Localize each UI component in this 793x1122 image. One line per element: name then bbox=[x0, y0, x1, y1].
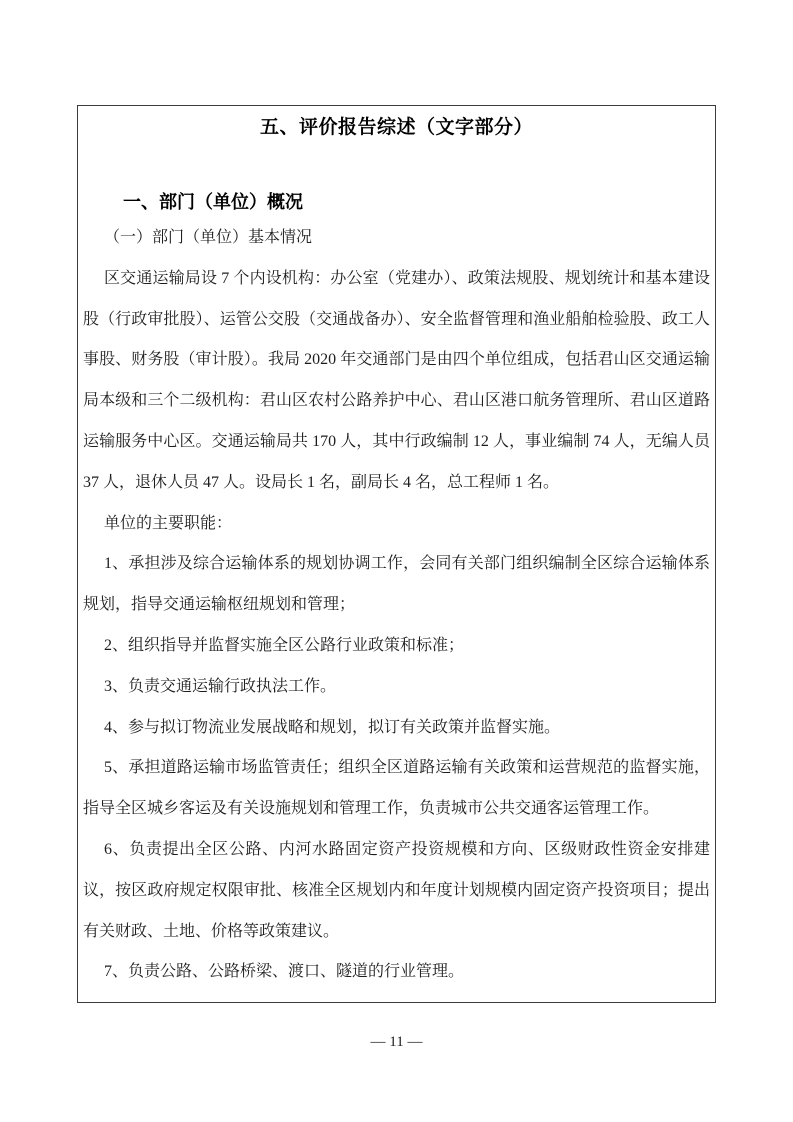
paragraph-org-structure: 区交通运输局设 7 个内设机构：办公室（党建办）、政策法规股、规划统计和基本建设股（行政审批股）、运管公交股（交通战备办）、安全监督管理和渔业船舶检验股、政工人事股、财务股（审计股）。我局 2020 年交通部门是由四个单位组成，包括君山区交通运输局本级和三个二级机构：君山区农村公路养护中心、君山区港口航务管理所、君山区道路运输服务中心区。交通运输局共 170 人，其中行政编制 12 人，事业编制 74 人，无编人员 37 人，退休人员 47 人。设局长 1 名，副局长 4 名，总工程师 1 名。 bbox=[83, 269, 710, 491]
subsection-heading-basic-info: （一）部门（单位）基本情况 bbox=[104, 229, 313, 246]
report-title: 五、评价报告综述（文字部分） bbox=[259, 117, 533, 138]
paragraph-main-functions-label: 单位的主要职能： bbox=[104, 514, 233, 532]
report-border-box bbox=[77, 105, 716, 1003]
page-footer bbox=[0, 1034, 793, 1051]
paragraph-function-4: 4、参与拟订物流业发展战略和规划，拟订有关政策并监督实施。 bbox=[104, 718, 561, 736]
paragraph-function-2: 2、组织指导并监督实施全区公路行业政策和标准； bbox=[104, 636, 465, 654]
paragraph-function-1: 1、承担涉及综合运输体系的规划协调工作，会同有关部门组织编制全区综合运输体系规划，指导交通运输枢纽规划和管理； bbox=[83, 555, 710, 614]
section-heading-department-overview: 一、部门（单位）概况 bbox=[123, 192, 303, 212]
report-body bbox=[83, 218, 710, 993]
paragraph-function-5: 5、承担道路运输市场监管责任；组织全区道路运输有关政策和运营规范的监督实施，指导全区城乡客运及有关设施规划和管理工作，负责城市公共交通客运管理工作。 bbox=[83, 759, 710, 818]
paragraph-function-3: 3、负责交通运输行政执法工作。 bbox=[104, 677, 337, 695]
paragraph-function-7: 7、负责公路、公路桥梁、渡口、隧道的行业管理。 bbox=[104, 963, 465, 981]
paragraph-function-6: 6、负责提出全区公路、内河水路固定资产投资规模和方向、区级财政性资金安排建议，按区政府规定权限审批、核准全区规划内和年度计划规模内固定资产投资项目；提出有关财政、土地、价格等政策建议。 bbox=[83, 840, 710, 940]
page-number: — 11 — bbox=[370, 1034, 423, 1050]
